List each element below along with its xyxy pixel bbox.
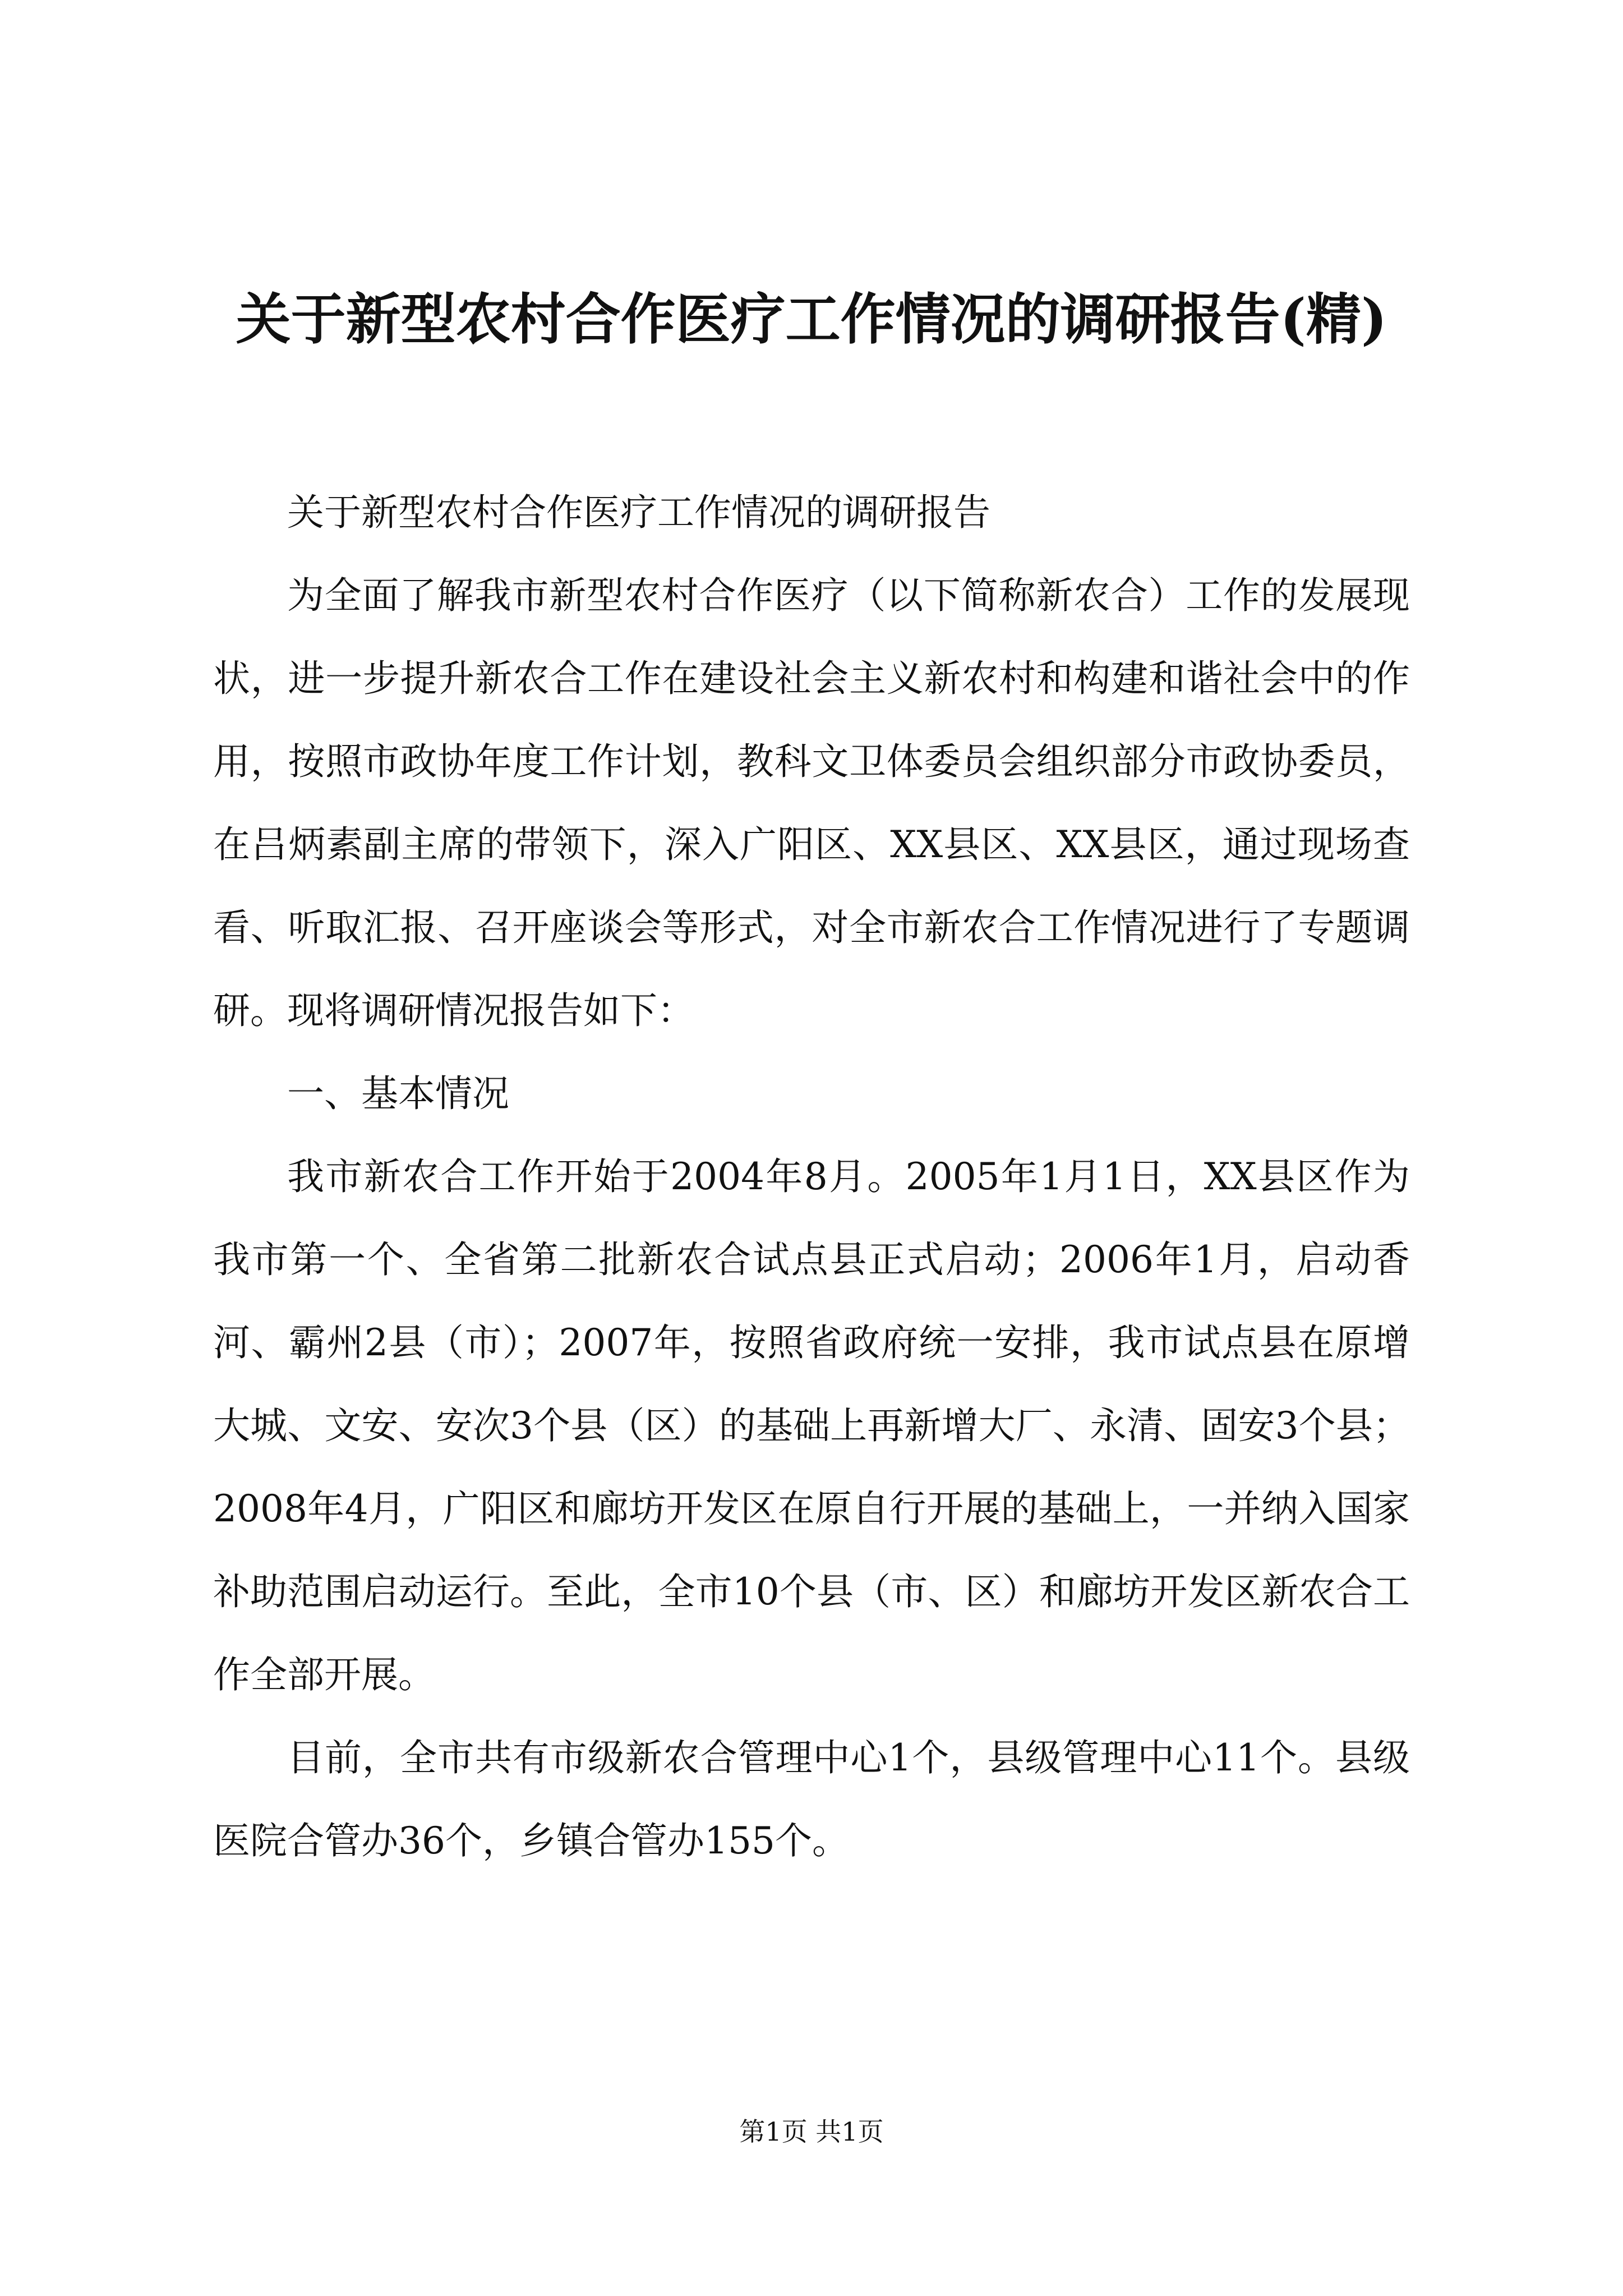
history-paragraph: 我市新农合工作开始于2004年8月。2005年1月1日，XX县区作为我市第一个、全省第二批新农合试点县正式启动；2006年1月，启动香河、霸州2县（市）；2007年，按照省政府统一安排，我市试点县在原增大城、文安、安次3个县（区）的基础上再新增大厂、永清、固安3个县；2008年4月，广阳区和廊坊开发区在原自行开展的基础上，一并纳入国家补助范围启动运行。至此，全市10个县（市、区）和廊坊开发区新农合工作全部开展。 [213, 1155, 1410, 1696]
subtitle-paragraph: 关于新型农村合作医疗工作情况的调研报告 [287, 491, 990, 534]
page-footer: 第1页 共1页 [739, 2116, 884, 2147]
section-heading: 一、基本情况 [287, 1072, 509, 1115]
intro-paragraph: 为全面了解我市新型农村合作医疗（以下简称新农合）工作的发展现状，进一步提升新农合工作在建设社会主义新农村和构建和谐社会中的作用，按照市政协年度工作计划，教科文卫体委员会组织部分市政协委员，在吕炳素副主席的带领下，深入广阳区、XX县区、XX县区，通过现场查看、听取汇报、召开座谈会等形式，对全市新农合工作情况进行了专题调研。现将调研情况报告如下： [213, 574, 1410, 1032]
document-body [213, 471, 1410, 1883]
document-title: 关于新型农村合作医疗工作情况的调研报告(精) [236, 287, 1387, 352]
status-paragraph: 目前，全市共有市级新农合管理中心1个，县级管理中心11个。县级医院合管办36个，乡镇合管办155个。 [213, 1736, 1410, 1862]
